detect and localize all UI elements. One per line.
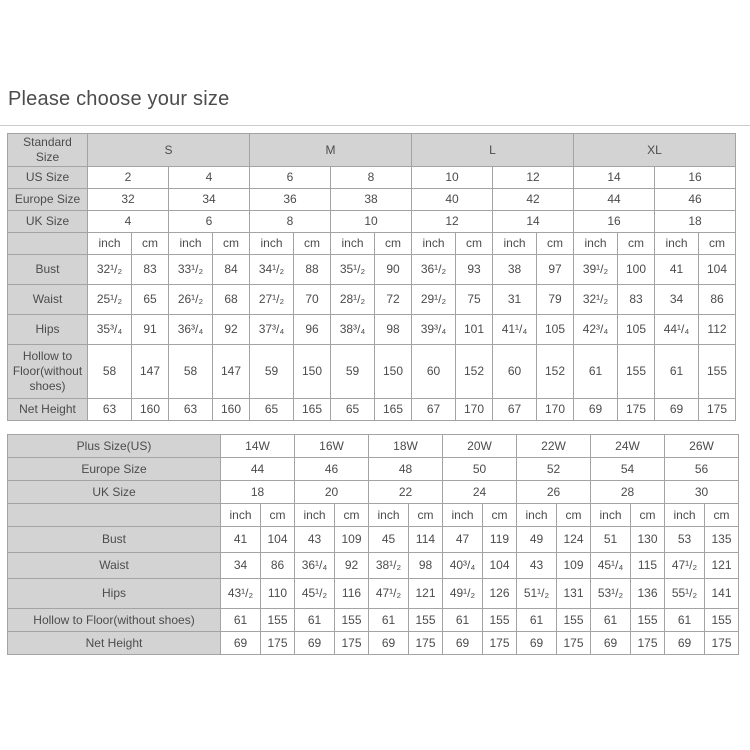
value-cell: cm [132,233,169,255]
blank-row-label [8,504,221,527]
value-cell: 43 [517,553,557,579]
value-cell: 104 [699,255,736,285]
europe-size-row-label: Europe Size [8,189,88,211]
value-cell: 35³/₄ [88,315,132,345]
value-cell: 35¹/₂ [331,255,375,285]
value-cell: 38 [493,255,537,285]
value-cell: 92 [335,553,369,579]
value-cell: 34¹/₂ [250,255,294,285]
value-cell: 65 [250,399,294,421]
value-cell: 63 [88,399,132,421]
value-cell: 155 [618,345,655,399]
value-cell: cm [213,233,250,255]
value-cell: 72 [375,285,412,315]
net-height-row-label: Net Height [8,632,221,655]
value-cell: 114 [409,527,443,553]
value-cell: 93 [456,255,493,285]
value-cell: 60 [412,345,456,399]
value-cell: 65 [331,399,375,421]
value-cell: 84 [213,255,250,285]
value-cell: 61 [517,609,557,632]
value-cell: 86 [261,553,295,579]
value-cell: 51¹/₂ [517,579,557,609]
hollow-to-floor-without-shoes-row-label: Hollow to Floor(without shoes) [8,609,221,632]
value-cell: 14 [493,211,574,233]
value-cell: 109 [557,553,591,579]
value-cell: 175 [557,632,591,655]
value-cell: inch [250,233,294,255]
value-cell: 58 [169,345,213,399]
value-cell: 56 [665,458,739,481]
value-cell: 131 [557,579,591,609]
value-cell: 136 [631,579,665,609]
hips-row-label: Hips [8,579,221,609]
value-cell: 22 [369,481,443,504]
value-cell: 61 [221,609,261,632]
value-cell: 69 [443,632,483,655]
value-cell: 165 [375,399,412,421]
table-row [8,458,739,481]
value-cell: 83 [132,255,169,285]
value-cell: 150 [375,345,412,399]
value-cell: 45¹/₂ [295,579,335,609]
value-cell: 86 [699,285,736,315]
value-cell: 48 [369,458,443,481]
value-cell: 33¹/₂ [169,255,213,285]
value-cell: 46 [655,189,736,211]
value-cell: inch [295,504,335,527]
value-cell: 18 [655,211,736,233]
table-row [8,435,739,458]
value-cell: 69 [369,632,409,655]
net-height-row-label: Net Height [8,399,88,421]
table-row [8,481,739,504]
table-row [8,167,736,189]
value-cell: 67 [412,399,456,421]
value-cell: 101 [456,315,493,345]
value-cell: 130 [631,527,665,553]
value-cell: 32¹/₂ [88,255,132,285]
value-cell: 41 [655,255,699,285]
value-cell: 16 [574,211,655,233]
value-cell: 32¹/₂ [574,285,618,315]
value-cell: 170 [537,399,574,421]
standard-size-table-container [7,133,736,421]
value-cell: 160 [132,399,169,421]
value-cell: 69 [665,632,705,655]
value-cell: 45 [369,527,409,553]
value-cell: 119 [483,527,517,553]
value-cell: 155 [261,609,295,632]
value-cell: 41 [221,527,261,553]
table-row [8,345,736,399]
value-cell: inch [591,504,631,527]
value-cell: 61 [591,609,631,632]
value-cell: 8 [331,167,412,189]
value-cell: 61 [295,609,335,632]
value-cell: 55¹/₂ [665,579,705,609]
value-cell: 175 [631,632,665,655]
value-cell: M [250,134,412,167]
table-row [8,632,739,655]
value-cell: 28 [591,481,665,504]
value-cell: 27¹/₂ [250,285,294,315]
value-cell: 51 [591,527,631,553]
value-cell: 36¹/₄ [295,553,335,579]
table-row [8,211,736,233]
value-cell: 36 [250,189,331,211]
value-cell: 40³/₄ [443,553,483,579]
value-cell: 47 [443,527,483,553]
value-cell: 26¹/₂ [169,285,213,315]
value-cell: 175 [618,399,655,421]
value-cell: 175 [335,632,369,655]
value-cell: 53¹/₂ [591,579,631,609]
value-cell: 69 [655,399,699,421]
value-cell: 49¹/₂ [443,579,483,609]
value-cell: 30 [665,481,739,504]
value-cell: 150 [294,345,331,399]
value-cell: 40 [412,189,493,211]
value-cell: 6 [169,211,250,233]
value-cell: 46 [295,458,369,481]
waist-row-label: Waist [8,285,88,315]
value-cell: 68 [213,285,250,315]
value-cell: 4 [88,211,169,233]
value-cell: 121 [705,553,739,579]
value-cell: 175 [409,632,443,655]
uk-size-row-label: UK Size [8,481,221,504]
value-cell: 38¹/₂ [369,553,409,579]
value-cell: 4 [169,167,250,189]
value-cell: 70 [294,285,331,315]
value-cell: inch [369,504,409,527]
value-cell: inch [665,504,705,527]
value-cell: L [412,134,574,167]
value-cell: S [88,134,250,167]
value-cell: 6 [250,167,331,189]
value-cell: cm [335,504,369,527]
value-cell: 2 [88,167,169,189]
value-cell: 14W [221,435,295,458]
value-cell: 104 [483,553,517,579]
table-row [8,134,736,167]
value-cell: 109 [335,527,369,553]
value-cell: 34 [169,189,250,211]
value-cell: 61 [655,345,699,399]
value-cell: 16 [655,167,736,189]
us-size-row-label: US Size [8,167,88,189]
value-cell: cm [294,233,331,255]
value-cell: 34 [221,553,261,579]
value-cell: 59 [250,345,294,399]
value-cell: cm [409,504,443,527]
value-cell: 53 [665,527,705,553]
table-row [8,255,736,285]
value-cell: 22W [517,435,591,458]
value-cell: 90 [375,255,412,285]
value-cell: 61 [574,345,618,399]
value-cell: 26W [665,435,739,458]
value-cell: 42 [493,189,574,211]
value-cell: 29¹/₂ [412,285,456,315]
table-row [8,553,739,579]
value-cell: 49 [517,527,557,553]
value-cell: 44 [574,189,655,211]
value-cell: 97 [537,255,574,285]
value-cell: 47¹/₂ [369,579,409,609]
value-cell: 54 [591,458,665,481]
value-cell: 43¹/₂ [221,579,261,609]
value-cell: 26 [517,481,591,504]
value-cell: 69 [295,632,335,655]
value-cell: inch [169,233,213,255]
value-cell: 155 [483,609,517,632]
value-cell: 175 [483,632,517,655]
value-cell: 32 [88,189,169,211]
table-row [8,233,736,255]
value-cell: inch [88,233,132,255]
value-cell: 20W [443,435,517,458]
value-cell: 61 [369,609,409,632]
table-row [8,399,736,421]
value-cell: 14 [574,167,655,189]
value-cell: cm [483,504,517,527]
value-cell: 155 [409,609,443,632]
value-cell: cm [705,504,739,527]
value-cell: 124 [557,527,591,553]
value-cell: cm [261,504,295,527]
value-cell: 155 [335,609,369,632]
value-cell: 96 [294,315,331,345]
value-cell: 63 [169,399,213,421]
value-cell: 25¹/₂ [88,285,132,315]
bust-row-label: Bust [8,527,221,553]
value-cell: 47¹/₂ [665,553,705,579]
value-cell: 155 [631,609,665,632]
value-cell: 41¹/₄ [493,315,537,345]
hollow-to-floor-without-shoes-row-label: Hollow to Floor(without shoes) [8,345,88,399]
value-cell: 58 [88,345,132,399]
hips-row-label: Hips [8,315,88,345]
value-cell: 104 [261,527,295,553]
value-cell: 10 [412,167,493,189]
value-cell: 92 [213,315,250,345]
value-cell: 43 [295,527,335,553]
value-cell: 39¹/₂ [574,255,618,285]
value-cell: 165 [294,399,331,421]
value-cell: 50 [443,458,517,481]
value-cell: inch [493,233,537,255]
value-cell: 65 [132,285,169,315]
table-row [8,579,739,609]
value-cell: XL [574,134,736,167]
waist-row-label: Waist [8,553,221,579]
value-cell: 44 [221,458,295,481]
value-cell: inch [574,233,618,255]
value-cell: inch [517,504,557,527]
value-cell: 160 [213,399,250,421]
value-cell: 18 [221,481,295,504]
table-row [8,504,739,527]
plus-size-table-container [7,434,739,655]
value-cell: inch [221,504,261,527]
value-cell: 126 [483,579,517,609]
value-cell: 18W [369,435,443,458]
value-cell: 60 [493,345,537,399]
value-cell: 45¹/₄ [591,553,631,579]
value-cell: cm [618,233,655,255]
value-cell: 155 [699,345,736,399]
value-cell: cm [537,233,574,255]
value-cell: 88 [294,255,331,285]
value-cell: 152 [537,345,574,399]
value-cell: 36³/₄ [169,315,213,345]
value-cell: 121 [409,579,443,609]
value-cell: 112 [699,315,736,345]
value-cell: 152 [456,345,493,399]
value-cell: 135 [705,527,739,553]
value-cell: 8 [250,211,331,233]
value-cell: 61 [443,609,483,632]
page-title: Please choose your size [8,88,230,110]
value-cell: 36¹/₂ [412,255,456,285]
blank-row-label [8,233,88,255]
value-cell: 24 [443,481,517,504]
table-row [8,285,736,315]
value-cell: 105 [537,315,574,345]
value-cell: 69 [221,632,261,655]
value-cell: cm [456,233,493,255]
value-cell: 37³/₄ [250,315,294,345]
value-cell: cm [557,504,591,527]
value-cell: 16W [295,435,369,458]
europe-size-row-label: Europe Size [8,458,221,481]
value-cell: 12 [412,211,493,233]
value-cell: inch [443,504,483,527]
value-cell: 38 [331,189,412,211]
value-cell: 69 [591,632,631,655]
value-cell: 100 [618,255,655,285]
value-cell: cm [699,233,736,255]
value-cell: 12 [493,167,574,189]
value-cell: inch [331,233,375,255]
title-divider [0,125,750,126]
plus-size-us-row-label: Plus Size(US) [8,435,221,458]
value-cell: 98 [375,315,412,345]
value-cell: 52 [517,458,591,481]
bust-row-label: Bust [8,255,88,285]
value-cell: 147 [213,345,250,399]
value-cell: 59 [331,345,375,399]
value-cell: 155 [705,609,739,632]
table-row [8,189,736,211]
value-cell: 105 [618,315,655,345]
value-cell: 31 [493,285,537,315]
table-row [8,315,736,345]
standard-table [7,133,736,421]
value-cell: 91 [132,315,169,345]
value-cell: 10 [331,211,412,233]
value-cell: 155 [557,609,591,632]
value-cell: 61 [665,609,705,632]
value-cell: 110 [261,579,295,609]
value-cell: 170 [456,399,493,421]
standard-size-row-label: Standard Size [8,134,88,167]
value-cell: cm [631,504,665,527]
value-cell: 98 [409,553,443,579]
table-row [8,609,739,632]
value-cell: 79 [537,285,574,315]
value-cell: 28¹/₂ [331,285,375,315]
value-cell: 69 [517,632,557,655]
value-cell: 147 [132,345,169,399]
table-row [8,527,739,553]
value-cell: cm [375,233,412,255]
value-cell: 38³/₄ [331,315,375,345]
value-cell: 141 [705,579,739,609]
value-cell: inch [412,233,456,255]
value-cell: 69 [574,399,618,421]
uk-size-row-label: UK Size [8,211,88,233]
value-cell: 116 [335,579,369,609]
value-cell: 24W [591,435,665,458]
value-cell: 39³/₄ [412,315,456,345]
value-cell: 67 [493,399,537,421]
value-cell: 20 [295,481,369,504]
plus-table [7,434,739,655]
value-cell: 175 [261,632,295,655]
value-cell: 44¹/₄ [655,315,699,345]
value-cell: 34 [655,285,699,315]
value-cell: 75 [456,285,493,315]
value-cell: 83 [618,285,655,315]
value-cell: 115 [631,553,665,579]
value-cell: 175 [699,399,736,421]
value-cell: 175 [705,632,739,655]
value-cell: inch [655,233,699,255]
value-cell: 42³/₄ [574,315,618,345]
